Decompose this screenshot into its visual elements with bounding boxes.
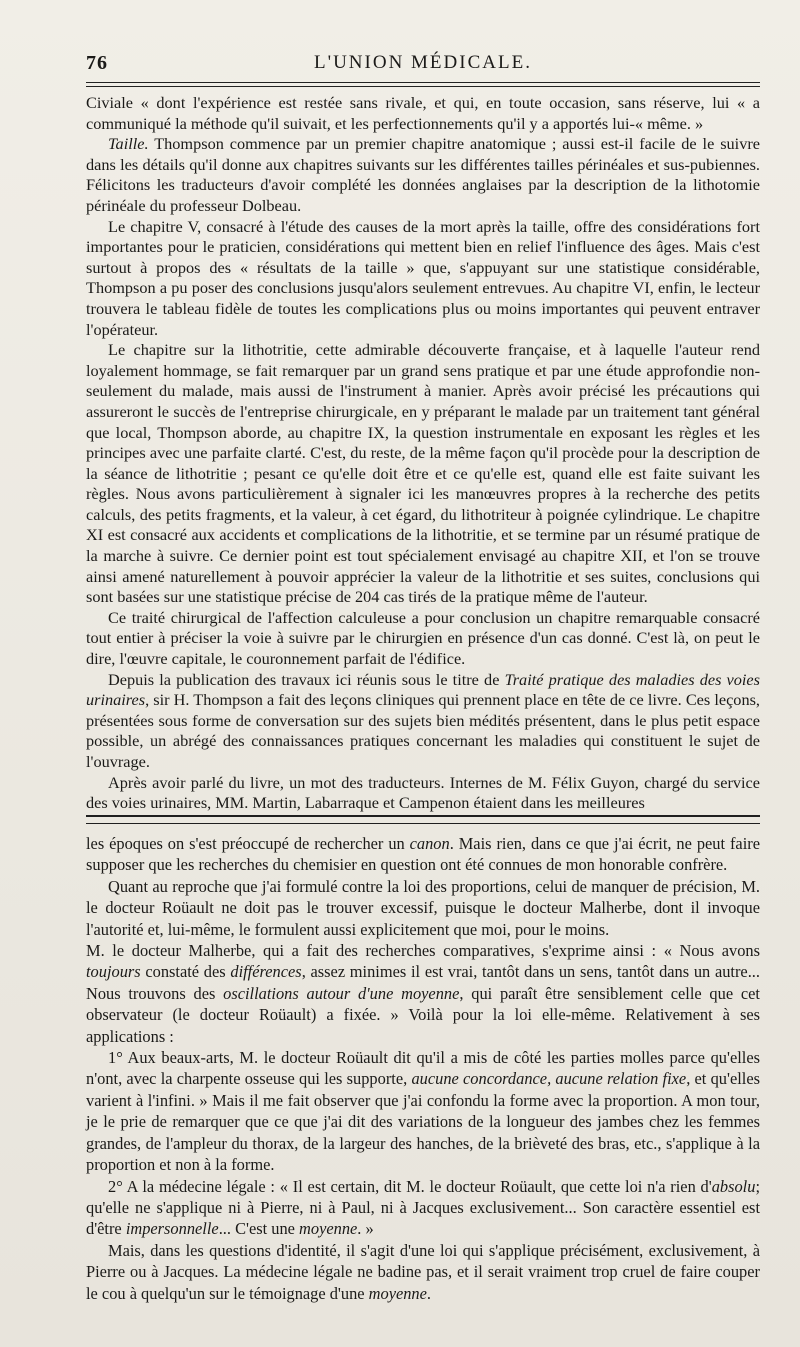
malherbe-text-a: M. le docteur Malherbe, qui a fait des recherches comparatives, s'exprime ainsi : « Nous avons: [86, 941, 760, 961]
paragraph-reproche: Quant au reproche que j'ai formulé contre la loi des proportions, celui de manquer de précision, M. le docteur Roüault ne doit pas le trouver excessif, puisque le docteur Malherbe, dont il invoque l'autorité et, lui-même, le formulent aussi explicitement que moi, pour le moins.: [86, 876, 760, 939]
paragraph-chapitre-v: Le chapitre V, consacré à l'étude des causes de la mort après la taille, offre des considérations fort importantes pour le praticien, considérations qui mettent bien en relief l'influence des âges. Mais c'est surtout à propos des « résultats de la taille » que, s'appuyant sur une statistique considérable, Thompson a pu poser des conclusions jusqu'alors seulement entrevues. Au chapitre VI, enfin, le lecteur trouvera le tableau fidèle de toutes les complications plus ou moins importantes qui peuvent entraver l'opérateur.: [86, 216, 760, 339]
medecine-text-c: ... C'est une: [218, 1219, 300, 1239]
medecine-text-d: . »: [357, 1219, 374, 1239]
phrase-aucune-concordance: aucune concordance, aucune relation fixe: [411, 1069, 687, 1089]
paragraph-canon: [86, 833, 760, 876]
canon-text-b: . Mais rien, dans ce que j'ai écrit, ne peut faire supposer que les recherches du chemisier en question ont été connues de mon honorable confrère.: [86, 834, 760, 875]
medecine-text-b: ; qu'elle ne s'applique ni à Pierre, ni à Paul, ni à Jacques exclusivement... Son caractère essentiel est d'être: [86, 1176, 760, 1239]
word-toujours: toujours: [86, 962, 141, 982]
page-header: [86, 52, 760, 82]
medecine-text-a: 2° A la médecine légale : « Il est certain, dit M. le docteur Roüault, que cette loi n'a rien d': [108, 1176, 712, 1196]
beaux-arts-text-b: , et qu'elles varient à l'infini. » Mais il me fait observer que j'ai confondu la forme avec la proportion. A mon tour, je le prie de remarquer que ce que j'ai dit des variations de la longueur des jambes chez les femmes grandes, de l'ampleur du thorax, de la largeur des hanches, de la brièveté des bras, etc., s'applique à la proportion et non à la forme.: [86, 1069, 760, 1175]
paragraph-traducteurs: Après avoir parlé du livre, un mot des traducteurs. Internes de M. Félix Guyon, chargé du service des voies urinaires, MM. Martin, Labarraque et Campenon étaient dans les meilleures: [86, 772, 760, 813]
lecons-text-b: , sir H. Thompson a fait des leçons cliniques qui prennent place en tête de ce livre. Ces leçons, présentées sous forme de conversation sur des sujets bien médités présentent, dans le plus petit espace possible, un abrégé des connaissances pratiques concernant les maladies qui constituent le sujet de l'ouvrage.: [86, 690, 760, 771]
identite-text-b: .: [426, 1283, 432, 1303]
feuilleton-text: [86, 833, 760, 1304]
header-rule: [86, 82, 760, 87]
word-moyenne-2: moyenne: [368, 1283, 427, 1303]
article-continuation: [86, 93, 760, 814]
canon-word: canon: [409, 834, 450, 853]
paragraph-beaux-arts: [86, 1047, 760, 1175]
book-title: Traité pratique des maladies des voies urinaires: [86, 669, 760, 710]
word-differences: différences: [230, 962, 302, 982]
paragraph-taille: [86, 134, 760, 216]
paragraph-medecine-legale: [86, 1176, 760, 1240]
malherbe-text-b: constaté des: [140, 962, 231, 982]
taille-text: Thompson commence par un premier chapitre anatomique ; aussi est-il facile de le suivre dans les détails qu'il donne aux chapitres suivants sur les différentes tailles périnéales et sus-pubiennes. Félicitons les traducteurs d'avoir complété les données anglaises par la description de la lithotomie périnéale du professeur Dolbeau.: [86, 134, 760, 215]
malherbe-text-c: , assez minimes il est vrai, tantôt dans un sens, tantôt dans un autre... Nous trouvons des: [86, 962, 760, 1003]
beaux-arts-text-a: 1° Aux beaux-arts, M. le docteur Roüault dit qu'il a mis de côté les parties molles parce qu'elles n'ont, avec la charpente osseuse qui les supporte,: [86, 1048, 760, 1089]
malherbe-text-d: , qui paraît être sensiblement celle que cet observateur (le docteur Roüault) a fixée. » Voilà pour la loi elle-même. Relativement à ses applications :: [86, 983, 760, 1046]
canon-text-a: les époques on s'est préoccupé de rechercher un: [86, 834, 410, 853]
paragraph-identite: [86, 1240, 760, 1304]
page-number: 76: [86, 52, 108, 74]
lecons-text-a: Depuis la publication des travaux ici réunis sous le titre de: [108, 669, 505, 689]
word-impersonnelle: impersonnelle: [125, 1219, 219, 1239]
running-title: L'UNION MÉDICALE.: [314, 52, 532, 73]
paragraph-traite-conclusion: Ce traité chirurgical de l'affection calculeuse a pour conclusion un chapitre remarquable consacré tout entier à préciser la voie à suivre par le chirurgien en présence d'un cas donné. C'est là, on peut le dire, l'œuvre capitale, le couronnement parfait de l'édifice.: [86, 607, 760, 669]
paragraph-malherbe: [86, 940, 760, 1047]
identite-text-a: Mais, dans les questions d'identité, il s'agit d'une loi qui s'applique précisément, exclusivement, à Pierre ou à Jacques. La médecine légale ne badine pas, et il serait vraiment trop cruel de faire couper le cou à quelqu'un sur le témoignage d'une: [86, 1240, 760, 1303]
paragraph-civiale-quote: Civiale « dont l'expérience est restée sans rivale, et qui, en toute occasion, sans réserve, lui « a communiqué la méthode qu'il suivait, et les perfectionnements qu'il y a apportés lui-« même. »: [86, 93, 760, 133]
word-moyenne-1: moyenne: [299, 1219, 358, 1239]
taille-lead: Taille.: [108, 134, 149, 154]
paragraph-lithotritie: Le chapitre sur la lithotritie, cette admirable découverte française, et à laquelle l'auteur rend loyalement hommage, se fait remarquer par un grand sens pratique et par une étude approfondie non-seulement du malade, mais aussi de l'instrument à manier. Après avoir précisé les précautions qui assureront le succès de l'entreprise chirurgicale, en y préparant le malade par un traitement tant général que local, Thompson aborde, au chapitre IX, la question instrumentale en exposant les règles et les principes avec une parfaite clarté. C'est, du reste, de la même façon qu'il procède pour la description de la séance de lithotritie ; pesant ce qu'elle doit être et ce qu'elle est, quand elle est faite suivant les règles. Nous avons particulièrement à signaler ici les manœuvres propres à la recherche des petits calculs, des petits fragments, et la valeur, à cet égard, du lithotriteur à poignée cylindrique. Le chapitre XI est consacré aux accidents et complications de la lithotritie, et se termine par un résumé pratique de la marche à suivre. Ce dernier point est tout spécialement envisagé au chapitre XII, et l'on se trouve ainsi amené naturellement à pouvoir apprécier la valeur de la lithotritie et ses suites, conclusions qui sont basées sur une statistique précise de 204 cas tirés de la pratique même de l'auteur.: [86, 340, 760, 607]
word-absolu: absolu: [711, 1176, 756, 1196]
paragraph-lecons: [86, 670, 760, 773]
phrase-oscillations: oscillations autour d'une moyenne: [223, 983, 460, 1003]
section-divider: [86, 815, 760, 824]
